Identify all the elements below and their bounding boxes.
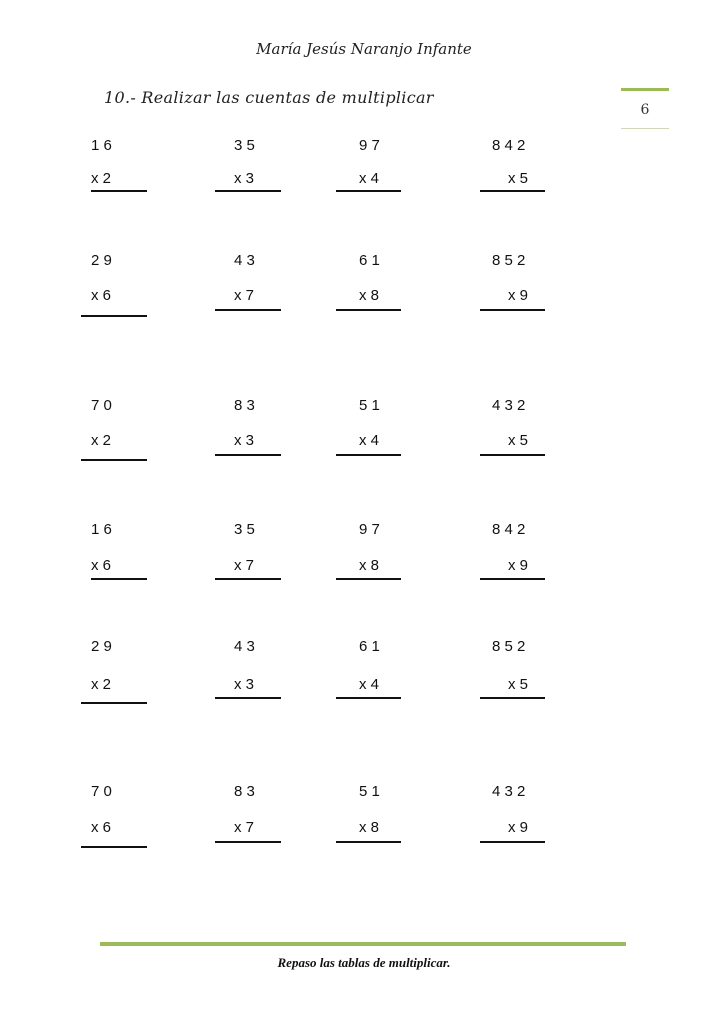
multiplier: x 8 <box>359 557 380 574</box>
multiplier: x 3 <box>234 170 255 187</box>
multiplicand: 8 3 <box>234 783 255 800</box>
multiplicand: 4 3 2 <box>492 783 526 800</box>
multiplier: x 5 <box>508 432 529 449</box>
answer-line <box>480 309 545 311</box>
multiplier: x 6 <box>91 557 112 574</box>
multiplier: x 9 <box>508 819 529 836</box>
multiplicand: 8 3 <box>234 397 255 414</box>
answer-line <box>480 190 545 192</box>
multiplicand: 5 1 <box>359 783 380 800</box>
answer-line <box>215 841 281 843</box>
multiplier: x 7 <box>234 287 255 304</box>
multiplicand: 5 1 <box>359 397 380 414</box>
answer-line <box>81 702 147 704</box>
multiplier: x 7 <box>234 819 255 836</box>
multiplicand: 8 5 2 <box>492 638 526 655</box>
multiplicand: 6 1 <box>359 252 380 269</box>
answer-line <box>215 578 281 580</box>
multiplicand: 8 5 2 <box>492 252 526 269</box>
multiplicand: 8 4 2 <box>492 521 526 538</box>
answer-line <box>336 841 401 843</box>
footer-rule <box>100 942 626 946</box>
multiplier: x 3 <box>234 432 255 449</box>
multiplicand: 1 6 <box>91 521 112 538</box>
multiplicand: 6 1 <box>359 638 380 655</box>
multiplicand: 1 6 <box>91 137 112 154</box>
answer-line <box>336 454 401 456</box>
multiplicand: 4 3 2 <box>492 397 526 414</box>
multiplier: x 6 <box>91 819 112 836</box>
multiplicand: 2 9 <box>91 252 112 269</box>
answer-line <box>81 459 147 461</box>
multiplicand: 9 7 <box>359 521 380 538</box>
multiplier: x 6 <box>91 287 112 304</box>
answer-line <box>215 454 281 456</box>
author-header: María Jesús Naranjo Infante <box>256 40 472 58</box>
answer-line <box>480 841 545 843</box>
multiplicand: 2 9 <box>91 638 112 655</box>
page-number-top-rule <box>621 88 669 91</box>
answer-line <box>480 697 545 699</box>
answer-line <box>81 315 147 317</box>
multiplier: x 4 <box>359 676 380 693</box>
answer-line <box>336 697 401 699</box>
multiplier: x 9 <box>508 287 529 304</box>
multiplicand: 3 5 <box>234 521 255 538</box>
multiplier: x 2 <box>91 676 112 693</box>
multiplicand: 4 3 <box>234 252 255 269</box>
multiplicand: 9 7 <box>359 137 380 154</box>
answer-line <box>91 578 147 580</box>
multiplier: x 5 <box>508 676 529 693</box>
answer-line <box>480 578 545 580</box>
multiplier: x 4 <box>359 170 380 187</box>
multiplier: x 3 <box>234 676 255 693</box>
answer-line <box>336 190 401 192</box>
answer-line <box>215 697 281 699</box>
exercise-instruction: 10.- Realizar las cuentas de multiplicar <box>104 88 434 107</box>
answer-line <box>81 846 147 848</box>
multiplier: x 8 <box>359 287 380 304</box>
multiplier: x 5 <box>508 170 529 187</box>
multiplier: x 2 <box>91 432 112 449</box>
multiplier: x 9 <box>508 557 529 574</box>
multiplier: x 7 <box>234 557 255 574</box>
answer-line <box>336 578 401 580</box>
answer-line <box>215 309 281 311</box>
multiplicand: 7 0 <box>91 783 112 800</box>
answer-line <box>91 190 147 192</box>
multiplicand: 4 3 <box>234 638 255 655</box>
footer-text: Repaso las tablas de multiplicar. <box>277 955 451 970</box>
multiplier: x 4 <box>359 432 380 449</box>
page-number-bottom-rule <box>621 128 669 129</box>
answer-line <box>215 190 281 192</box>
multiplicand: 3 5 <box>234 137 255 154</box>
multiplier: x 2 <box>91 170 112 187</box>
multiplicand: 7 0 <box>91 397 112 414</box>
multiplicand: 8 4 2 <box>492 137 526 154</box>
answer-line <box>336 309 401 311</box>
page-number: 6 <box>640 102 650 118</box>
answer-line <box>480 454 545 456</box>
multiplier: x 8 <box>359 819 380 836</box>
